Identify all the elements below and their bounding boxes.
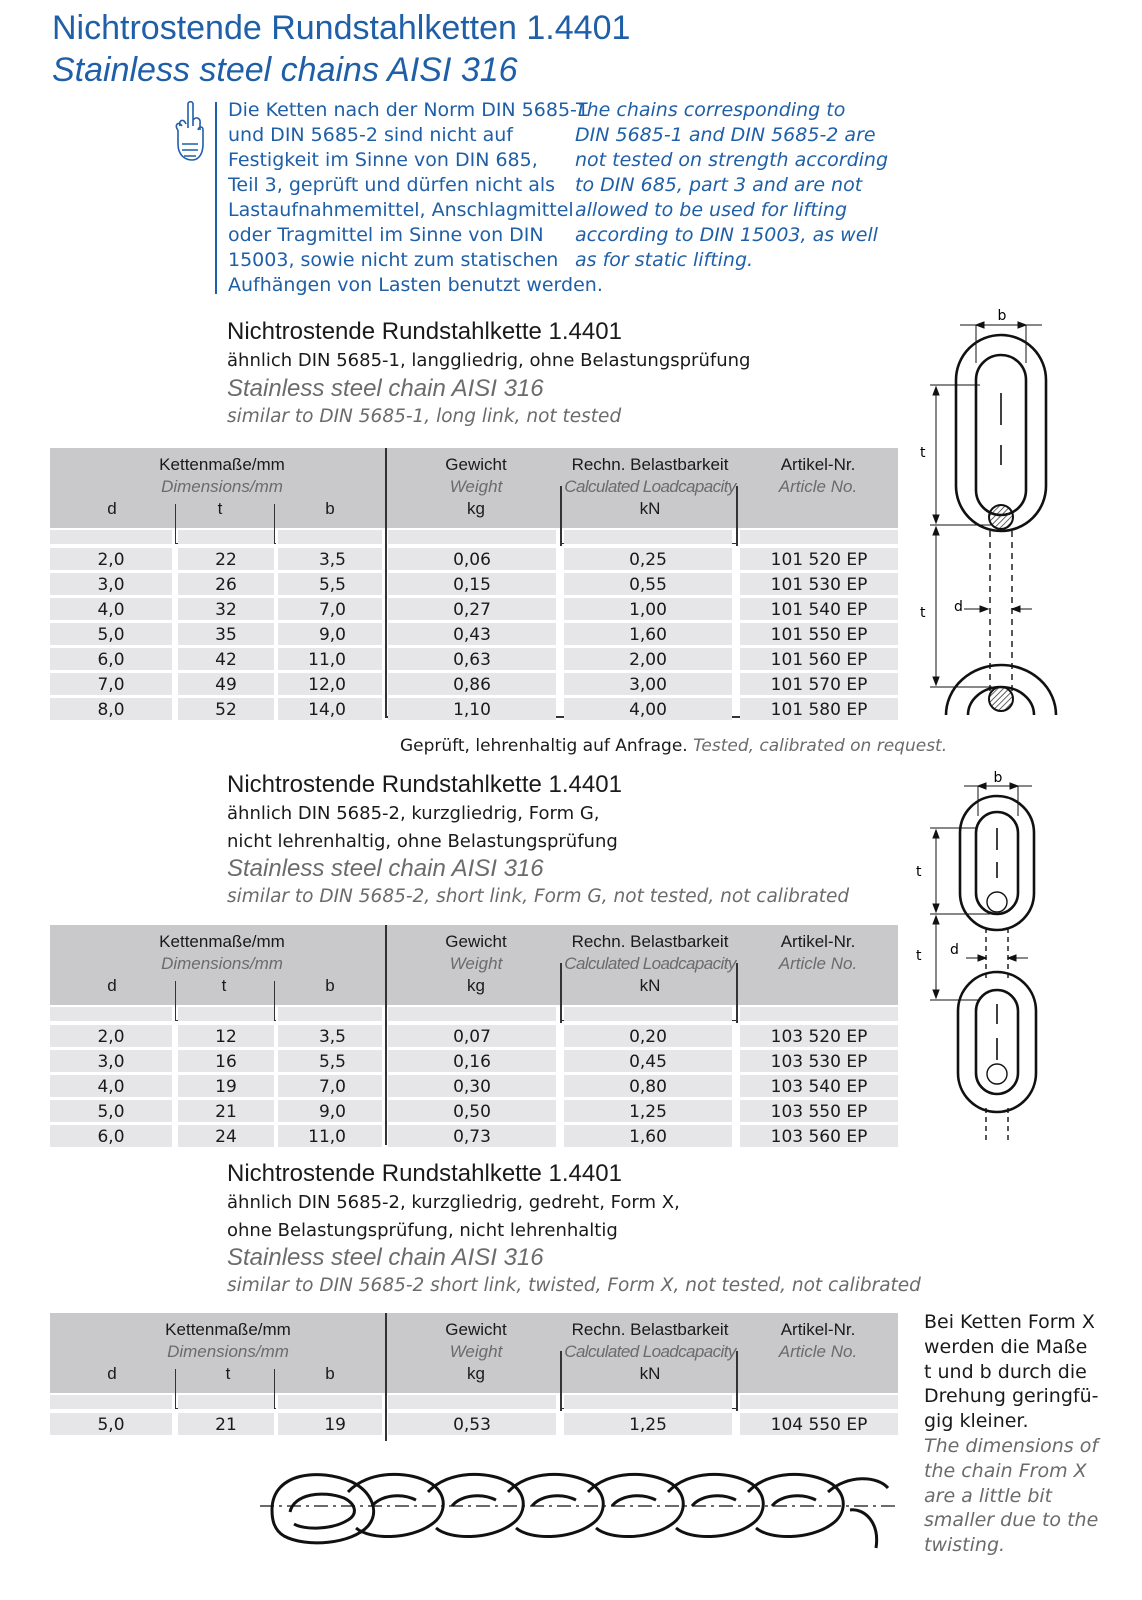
header-weight-en: Weight xyxy=(449,1342,503,1361)
cell-load: 1,25 xyxy=(564,1100,732,1122)
header-dimensions-en: Dimensions/mm xyxy=(161,477,283,496)
cell-d: 3,0 xyxy=(50,1050,172,1072)
header-dimensions-en: Dimensions/mm xyxy=(161,954,283,973)
cell-load: 0,55 xyxy=(564,573,732,595)
cell-d: 2,0 xyxy=(50,548,172,570)
cell-t: 12 xyxy=(178,1025,274,1047)
cell-b: 7,0 xyxy=(278,1075,382,1097)
cell-load: 1,60 xyxy=(564,623,732,645)
spacer-row xyxy=(278,1007,382,1021)
page-subtitle: Stainless steel chains AISI 316 xyxy=(52,51,518,89)
header-load: Rechn. Belastbarkeit xyxy=(571,1320,729,1339)
section3-subtitle-en: similar to DIN 5685-2 short link, twisted, Form X, not tested, not calibrated xyxy=(227,1275,921,1296)
header-load-unit: kN xyxy=(639,499,661,518)
header-load-unit: kN xyxy=(639,1364,661,1383)
label-d: d xyxy=(950,942,959,958)
cell-load: 0,25 xyxy=(564,548,732,570)
section1-title-en: Stainless steel chain AISI 316 xyxy=(227,375,544,402)
cell-b: 9,0 xyxy=(278,623,382,645)
cell-article: 104 550 EP xyxy=(740,1413,898,1435)
cell-t: 21 xyxy=(178,1100,274,1122)
cell-t: 19 xyxy=(178,1075,274,1097)
cell-article: 101 530 EP xyxy=(740,573,898,595)
spacer-row xyxy=(278,1395,382,1409)
long-link-chain-diagram xyxy=(900,305,1060,717)
spacer-row xyxy=(564,1007,732,1021)
label-b: b xyxy=(997,308,1007,324)
header-load: Rechn. Belastbarkeit xyxy=(571,455,729,474)
notice-german: Die Ketten nach der Norm DIN 5685-1 und DIN 5685-2 sind nicht auf Festigkeit im Sinne von DIN 685, Teil 3, geprüft und dürfen nicht als Lastaufnahmemittel, Anschlagmittel oder Tragmittel im Sinne von DIN 15003, sowie nicht zum statischen Aufhängen von Lasten benutzt werden. xyxy=(228,99,603,296)
header-dimensions: Kettenmaße/mm xyxy=(159,932,285,951)
section2-title-en: Stainless steel chain AISI 316 xyxy=(227,855,544,882)
table-row xyxy=(50,1025,898,1050)
spacer-row xyxy=(178,1007,274,1021)
spacer-row xyxy=(50,530,172,544)
section2-subtitle-en: similar to DIN 5685-2, short link, Form G, not tested, not calibrated xyxy=(227,886,850,907)
table-row xyxy=(50,548,898,573)
cell-t: 21 xyxy=(178,1413,274,1435)
spacer-row xyxy=(388,530,556,544)
column-divider xyxy=(560,963,562,1023)
header-load: Rechn. Belastbarkeit xyxy=(571,932,729,951)
table-row xyxy=(50,673,898,698)
cell-d: 4,0 xyxy=(50,1075,172,1097)
header-b: b xyxy=(325,499,335,518)
table-row xyxy=(50,573,898,598)
header-article-en: Article No. xyxy=(778,954,858,973)
header-article: Artikel-Nr. xyxy=(780,1320,856,1339)
pointing-hand-icon xyxy=(170,100,210,166)
cell-article: 101 580 EP xyxy=(740,698,898,720)
page-title: Nichtrostende Rundstahlketten 1.4401 xyxy=(52,9,631,47)
label-t: t xyxy=(916,948,922,964)
notice-english: The chains corresponding to DIN 5685-1 and DIN 5685-2 are not tested on strength according to DIN 685, part 3 and are not allowed to be used for lifting according to DIN 15003, as well as for static lifting. xyxy=(575,99,889,271)
header-dimensions: Kettenmaße/mm xyxy=(165,1320,291,1339)
cell-b: 14,0 xyxy=(278,698,382,720)
cell-b: 5,5 xyxy=(278,1050,382,1072)
section2-title: Nichtrostende Rundstahlkette 1.4401 xyxy=(227,771,622,798)
cell-article: 101 560 EP xyxy=(740,648,898,670)
header-weight: Gewicht xyxy=(445,932,507,951)
cell-d: 5,0 xyxy=(50,1413,172,1435)
cell-article: 101 570 EP xyxy=(740,673,898,695)
cell-weight: 1,10 xyxy=(388,698,556,720)
header-weight-unit: kg xyxy=(467,976,485,995)
spacer-row xyxy=(50,1007,172,1021)
header-load-en: Calculated Loadcapacity xyxy=(564,1342,736,1361)
section1-subtitle: ähnlich DIN 5685-1, langgliedrig, ohne Belastungsprüfung xyxy=(227,350,751,371)
notice-rule xyxy=(215,102,217,294)
section1-subtitle-en: similar to DIN 5685-1, long link, not tested xyxy=(227,406,622,427)
header-dimensions: Kettenmaße/mm xyxy=(159,455,285,474)
header-weight: Gewicht xyxy=(445,1320,507,1339)
label-b: b xyxy=(993,770,1003,786)
cell-b: 11,0 xyxy=(278,1125,382,1147)
header-load-en: Calculated Loadcapacity xyxy=(564,954,736,973)
spacer-row xyxy=(278,530,382,544)
table-row xyxy=(50,1100,898,1125)
header-d: d xyxy=(107,1364,117,1383)
spacer-row xyxy=(564,530,732,544)
cell-weight: 0,15 xyxy=(388,573,556,595)
table-row xyxy=(50,1050,898,1075)
cell-b: 3,5 xyxy=(278,1025,382,1047)
header-t: t xyxy=(217,499,223,518)
cell-load: 0,80 xyxy=(564,1075,732,1097)
cell-b: 7,0 xyxy=(278,598,382,620)
spacer-row xyxy=(740,530,898,544)
spacer-row xyxy=(388,1007,556,1021)
cell-t: 35 xyxy=(178,623,274,645)
label-t: t xyxy=(916,864,922,880)
cell-t: 32 xyxy=(178,598,274,620)
table-section3 xyxy=(50,1313,898,1443)
label-d: d xyxy=(954,599,963,615)
table-row xyxy=(50,598,898,623)
cell-weight: 0,63 xyxy=(388,648,556,670)
cell-load: 1,60 xyxy=(564,1125,732,1147)
column-divider xyxy=(736,963,738,1023)
column-divider xyxy=(274,981,275,1021)
cell-b: 3,5 xyxy=(278,548,382,570)
table-row xyxy=(50,1413,898,1438)
cell-load: 4,00 xyxy=(564,698,732,720)
cell-b: 5,5 xyxy=(278,573,382,595)
header-weight-unit: kg xyxy=(467,1364,485,1383)
cell-weight: 0,73 xyxy=(388,1125,556,1147)
spacer-row xyxy=(740,1395,898,1409)
cell-d: 6,0 xyxy=(50,648,172,670)
spacer-row xyxy=(50,1395,172,1409)
cell-d: 6,0 xyxy=(50,1125,172,1147)
column-divider xyxy=(736,486,738,546)
header-weight: Gewicht xyxy=(445,455,507,474)
column-divider xyxy=(274,1369,275,1409)
cell-d: 5,0 xyxy=(50,1100,172,1122)
header-dimensions-en: Dimensions/mm xyxy=(167,1342,289,1361)
header-load-unit: kN xyxy=(639,976,661,995)
cell-t: 49 xyxy=(178,673,274,695)
cell-article: 103 530 EP xyxy=(740,1050,898,1072)
cell-weight: 0,27 xyxy=(388,598,556,620)
header-d: d xyxy=(107,499,117,518)
cell-d: 2,0 xyxy=(50,1025,172,1047)
header-weight-unit: kg xyxy=(467,499,485,518)
cell-load: 2,00 xyxy=(564,648,732,670)
header-load-en: Calculated Loadcapacity xyxy=(564,477,736,496)
section2-subtitle: ähnlich DIN 5685-2, kurzgliedrig, Form G, xyxy=(227,803,600,824)
section3-subtitle: ähnlich DIN 5685-2, kurzgliedrig, gedreht, Form X, xyxy=(227,1192,680,1213)
header-weight-en: Weight xyxy=(449,954,503,973)
section3-subtitle-line2: ohne Belastungsprüfung, nicht lehrenhaltig xyxy=(227,1220,618,1241)
cell-b: 19 xyxy=(278,1413,382,1435)
label-t: t xyxy=(920,605,926,621)
cell-t: 16 xyxy=(178,1050,274,1072)
header-article: Artikel-Nr. xyxy=(780,455,856,474)
table-row xyxy=(50,1125,898,1150)
table-section2 xyxy=(50,925,898,1145)
cell-t: 42 xyxy=(178,648,274,670)
cell-article: 103 540 EP xyxy=(740,1075,898,1097)
column-divider xyxy=(560,1351,562,1411)
header-weight-en: Weight xyxy=(449,477,503,496)
cell-d: 3,0 xyxy=(50,573,172,595)
header-b: b xyxy=(325,1364,335,1383)
column-divider xyxy=(736,1351,738,1411)
cell-weight: 0,06 xyxy=(388,548,556,570)
cell-article: 101 540 EP xyxy=(740,598,898,620)
side-note: Bei Ketten Form X werden die Maße t und b durch die Drehung geringfü- gig kleiner. The dimensions of the chain From X are a little bit smaller due to the twisting. xyxy=(924,1311,1099,1557)
label-t: t xyxy=(920,445,926,461)
cell-weight: 0,16 xyxy=(388,1050,556,1072)
section3-title: Nichtrostende Rundstahlkette 1.4401 xyxy=(227,1160,622,1187)
cell-t: 52 xyxy=(178,698,274,720)
cell-weight: 0,86 xyxy=(388,673,556,695)
table-row xyxy=(50,648,898,673)
spacer-row xyxy=(740,1007,898,1021)
cell-article: 101 520 EP xyxy=(740,548,898,570)
cell-b: 11,0 xyxy=(278,648,382,670)
cell-t: 26 xyxy=(178,573,274,595)
column-divider xyxy=(560,486,562,546)
header-t: t xyxy=(225,1364,231,1383)
column-divider xyxy=(175,1369,176,1409)
cell-load: 0,20 xyxy=(564,1025,732,1047)
header-article-en: Article No. xyxy=(778,477,858,496)
cell-article: 101 550 EP xyxy=(740,623,898,645)
cell-weight: 0,43 xyxy=(388,623,556,645)
spacer-row xyxy=(388,1395,556,1409)
cell-load: 3,00 xyxy=(564,673,732,695)
section3-title-en: Stainless steel chain AISI 316 xyxy=(227,1244,544,1271)
cell-t: 22 xyxy=(178,548,274,570)
cell-weight: 0,50 xyxy=(388,1100,556,1122)
cell-b: 12,0 xyxy=(278,673,382,695)
header-d: d xyxy=(107,976,117,995)
column-divider xyxy=(274,504,275,544)
table-row xyxy=(50,698,898,723)
cell-weight: 0,53 xyxy=(388,1413,556,1435)
spacer-row xyxy=(178,530,274,544)
twisted-chain-diagram xyxy=(260,1452,900,1562)
cell-b: 9,0 xyxy=(278,1100,382,1122)
footnote: Geprüft, lehrenhaltig auf Anfrage. Tested, calibrated on request. xyxy=(400,736,948,756)
table-row xyxy=(50,623,898,648)
cell-load: 0,45 xyxy=(564,1050,732,1072)
table-row xyxy=(50,1075,898,1100)
section2-subtitle-line2: nicht lehrenhaltig, ohne Belastungsprüfung xyxy=(227,831,618,852)
cell-article: 103 550 EP xyxy=(740,1100,898,1122)
spacer-row xyxy=(178,1395,274,1409)
header-article: Artikel-Nr. xyxy=(780,932,856,951)
cell-load: 1,25 xyxy=(564,1413,732,1435)
column-divider xyxy=(175,504,176,544)
short-link-chain-diagram xyxy=(900,768,1060,1146)
cell-weight: 0,30 xyxy=(388,1075,556,1097)
spacer-row xyxy=(564,1395,732,1409)
header-t: t xyxy=(221,976,227,995)
cell-d: 5,0 xyxy=(50,623,172,645)
cell-article: 103 520 EP xyxy=(740,1025,898,1047)
cell-weight: 0,07 xyxy=(388,1025,556,1047)
column-divider xyxy=(175,981,176,1021)
cell-d: 4,0 xyxy=(50,598,172,620)
cell-article: 103 560 EP xyxy=(740,1125,898,1147)
section1-title: Nichtrostende Rundstahlkette 1.4401 xyxy=(227,318,622,345)
cell-load: 1,00 xyxy=(564,598,732,620)
cell-d: 8,0 xyxy=(50,698,172,720)
header-b: b xyxy=(325,976,335,995)
header-article-en: Article No. xyxy=(778,1342,858,1361)
table-section1 xyxy=(50,448,898,720)
cell-d: 7,0 xyxy=(50,673,172,695)
cell-t: 24 xyxy=(178,1125,274,1147)
